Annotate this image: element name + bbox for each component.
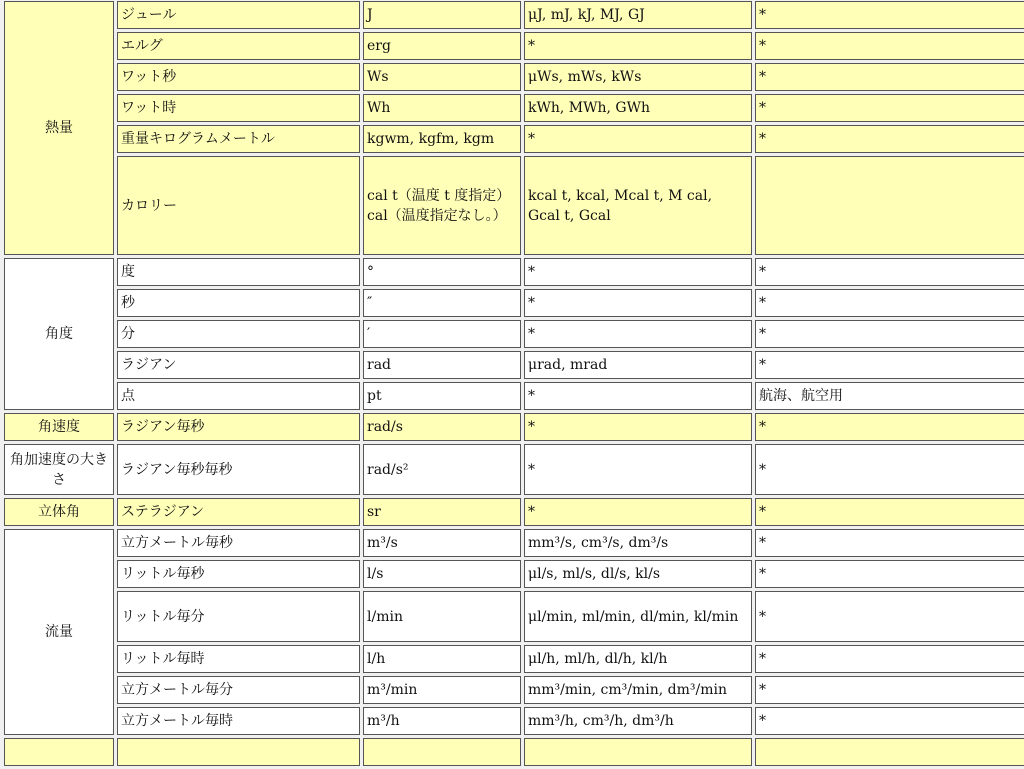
symbol-cell: Ws [363,63,521,91]
symbol-cell: rad [363,351,521,379]
prefixed-cell: * [524,444,752,495]
symbol-cell: kgwm, kgfm, kgm [363,125,521,153]
table-row [4,498,1024,526]
prefixed-cell: μl/s, ml/s, dl/s, kl/s [524,560,752,588]
unit-name-cell: カロリー [117,156,360,255]
note-cell: * [755,444,1024,495]
unit-name-cell: 立方メートル毎分 [117,676,360,704]
prefixed-cell: μJ, mJ, kJ, MJ, GJ [524,1,752,29]
unit-name-cell: ジュール [117,1,360,29]
symbol-cell: m³/min [363,676,521,704]
table-row [4,591,1024,642]
symbol-cell: erg [363,32,521,60]
note-cell: * [755,498,1024,526]
prefixed-cell: * [524,125,752,153]
note-cell: * [755,529,1024,557]
unit-name-cell: ワット秒 [117,63,360,91]
unit-name-cell: ラジアン毎秒毎秒 [117,444,360,495]
symbol-cell: cal t（温度 t 度指定） cal（温度指定なし。） [363,156,521,255]
note-cell: * [755,707,1024,735]
symbol-cell: ° [363,258,521,286]
category-cell: 角加速度の大きさ [4,444,114,495]
symbol-cell: m³/s [363,529,521,557]
table-row [4,413,1024,441]
prefixed-cell: μl/h, ml/h, dl/h, kl/h [524,645,752,673]
prefixed-cell: mm³/min, cm³/min, dm³/min [524,676,752,704]
table-row [4,560,1024,588]
table-row [4,156,1024,255]
note-cell: * [755,63,1024,91]
prefixed-cell: μl/min, ml/min, dl/min, kl/min [524,591,752,642]
table-row [4,738,1024,766]
note-cell: * [755,258,1024,286]
category-cell: 角度 [4,258,114,410]
category-cell: 流量 [4,529,114,735]
prefixed-cell: mm³/h, cm³/h, dm³/h [524,707,752,735]
note-cell: * [755,320,1024,348]
note-cell: * [755,560,1024,588]
symbol-cell: ″ [363,289,521,317]
unit-name-cell: 秒 [117,289,360,317]
prefixed-cell: kWh, MWh, GWh [524,94,752,122]
unit-name-cell [117,738,360,766]
table-row [4,63,1024,91]
unit-name-cell: リットル毎秒 [117,560,360,588]
symbol-cell: m³/h [363,707,521,735]
table-row [4,529,1024,557]
unit-name-cell: 立方メートル毎時 [117,707,360,735]
symbol-cell: ′ [363,320,521,348]
table-row [4,289,1024,317]
table-row [4,351,1024,379]
note-cell: * [755,676,1024,704]
unit-name-cell: ワット時 [117,94,360,122]
table-row [4,94,1024,122]
symbol-cell: rad/s² [363,444,521,495]
unit-name-cell: リットル毎分 [117,591,360,642]
table-row [4,1,1024,29]
symbol-cell: Wh [363,94,521,122]
table-row [4,707,1024,735]
note-cell: * [755,413,1024,441]
unit-name-cell: 点 [117,382,360,410]
prefixed-cell: μrad, mrad [524,351,752,379]
note-cell: * [755,591,1024,642]
table-row [4,32,1024,60]
category-cell: 熱量 [4,1,114,255]
note-cell: * [755,1,1024,29]
prefixed-cell: * [524,498,752,526]
category-cell: 角速度 [4,413,114,441]
note-cell: * [755,32,1024,60]
note-cell: * [755,125,1024,153]
unit-name-cell: エルグ [117,32,360,60]
unit-name-cell: ラジアン毎秒 [117,413,360,441]
table-row [4,382,1024,410]
prefixed-cell [524,738,752,766]
symbol-cell: l/min [363,591,521,642]
symbol-cell: rad/s [363,413,521,441]
prefixed-cell: μWs, mWs, kWs [524,63,752,91]
prefixed-cell: * [524,32,752,60]
unit-name-cell: リットル毎時 [117,645,360,673]
note-cell: * [755,645,1024,673]
table-row [4,125,1024,153]
prefixed-cell: * [524,258,752,286]
prefixed-cell: mm³/s, cm³/s, dm³/s [524,529,752,557]
units-table [1,0,1024,769]
symbol-cell [363,738,521,766]
symbol-cell: l/s [363,560,521,588]
unit-name-cell: 分 [117,320,360,348]
note-cell: * [755,289,1024,317]
category-cell [4,738,114,766]
table-row [4,320,1024,348]
note-cell: * [755,94,1024,122]
unit-name-cell: 度 [117,258,360,286]
symbol-cell: l/h [363,645,521,673]
note-cell [755,156,1024,255]
prefixed-cell: * [524,382,752,410]
prefixed-cell: * [524,320,752,348]
unit-name-cell: 立方メートル毎秒 [117,529,360,557]
note-cell: 航海、航空用 [755,382,1024,410]
unit-name-cell: ラジアン [117,351,360,379]
prefixed-cell: * [524,413,752,441]
category-cell: 立体角 [4,498,114,526]
unit-name-cell: ステラジアン [117,498,360,526]
prefixed-cell: kcal t, kcal, Mcal t, M cal, Gcal t, Gcal [524,156,752,255]
symbol-cell: J [363,1,521,29]
table-row [4,645,1024,673]
note-cell: * [755,351,1024,379]
prefixed-cell: * [524,289,752,317]
table-row [4,676,1024,704]
symbol-cell: sr [363,498,521,526]
symbol-cell: pt [363,382,521,410]
unit-name-cell: 重量キログラムメートル [117,125,360,153]
note-cell [755,738,1024,766]
table-row [4,444,1024,495]
table-row [4,258,1024,286]
